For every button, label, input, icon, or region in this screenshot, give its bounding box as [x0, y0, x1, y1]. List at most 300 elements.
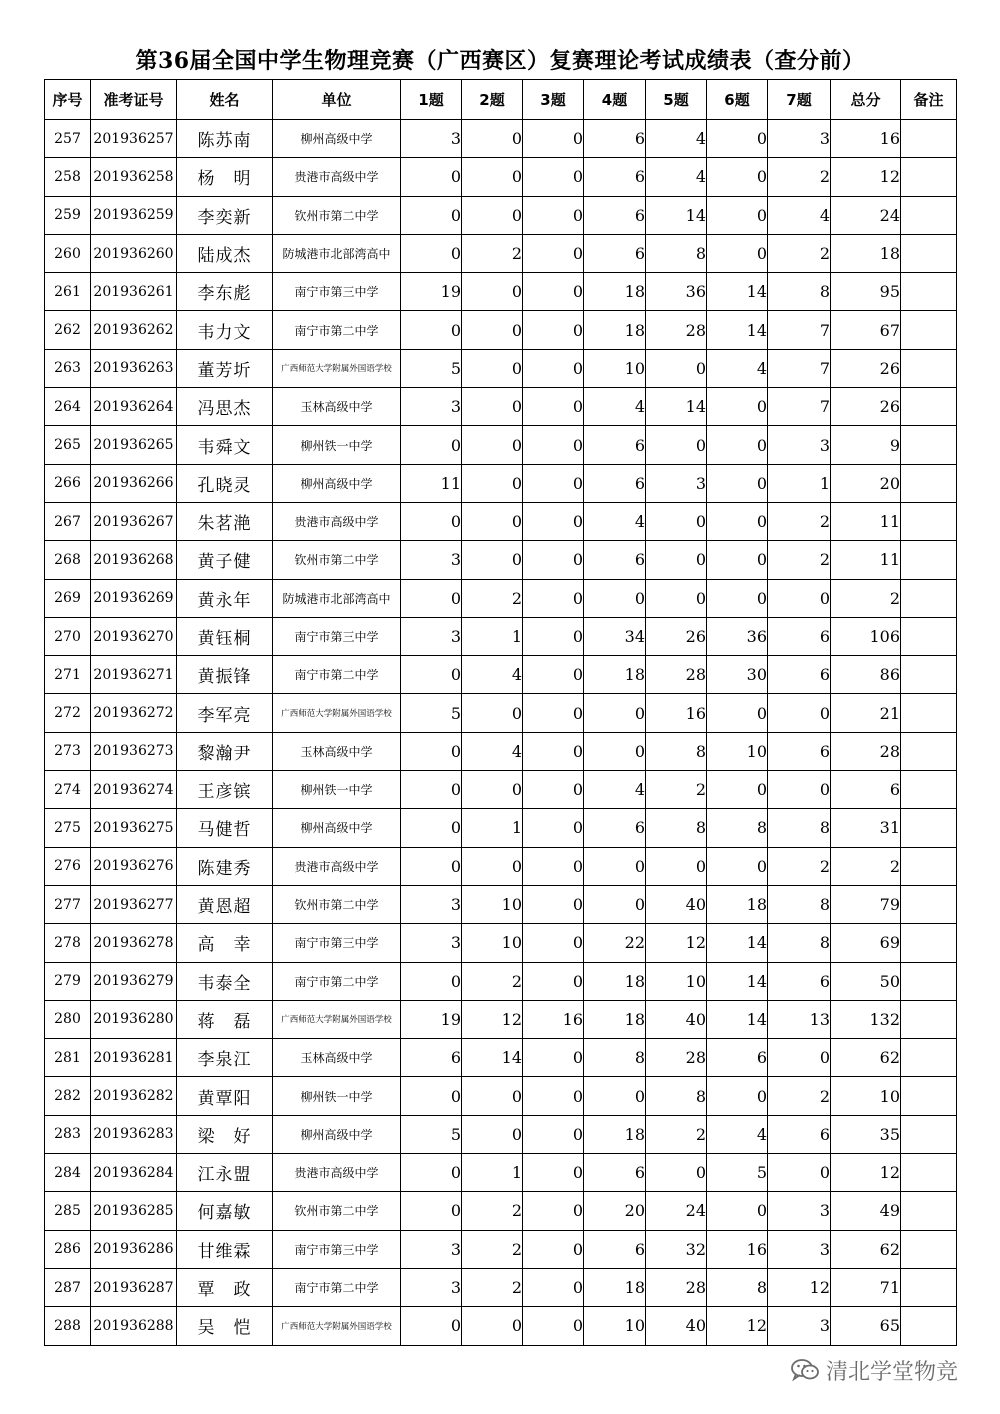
- table-row: [45, 311, 957, 349]
- table-row: [45, 694, 957, 732]
- cell-unit: 贵港市高级中学: [273, 1154, 401, 1192]
- cell-exam-id: 201936280: [91, 1000, 177, 1038]
- cell-seq: 262: [45, 311, 91, 349]
- cell-q1: 0: [401, 732, 462, 770]
- cell-exam-id: 201936264: [91, 388, 177, 426]
- page-title: 第36届全国中学生物理竞赛（广西赛区）复赛理论考试成绩表（查分前）: [135, 48, 865, 74]
- cell-q3: 0: [523, 924, 584, 962]
- cell-unit: 南宁市第三中学: [273, 273, 401, 311]
- cell-q4: 8: [584, 1039, 646, 1077]
- cell-q3: 0: [523, 656, 584, 694]
- cell-total: 2: [831, 847, 901, 885]
- table-row: [45, 1115, 957, 1153]
- cell-exam-id: 201936278: [91, 924, 177, 962]
- cell-q3: 0: [523, 579, 584, 617]
- cell-seq: 279: [45, 962, 91, 1000]
- cell-q5: 14: [646, 196, 707, 234]
- cell-q5: 0: [646, 847, 707, 885]
- cell-name: 黎瀚尹: [177, 732, 273, 770]
- cell-q4: 6: [584, 120, 646, 158]
- cell-q1: 0: [401, 1154, 462, 1192]
- cell-q2: 0: [462, 1115, 523, 1153]
- cell-q4: 4: [584, 771, 646, 809]
- table-row: [45, 1154, 957, 1192]
- cell-name: 韦力文: [177, 311, 273, 349]
- cell-q6: 14: [707, 924, 768, 962]
- cell-q1: 5: [401, 694, 462, 732]
- cell-unit: 钦州市第二中学: [273, 885, 401, 923]
- cell-q1: 0: [401, 502, 462, 540]
- cell-unit: 南宁市第三中学: [273, 617, 401, 655]
- cell-q1: 3: [401, 1268, 462, 1306]
- cell-seq: 268: [45, 541, 91, 579]
- cell-q6: 0: [707, 158, 768, 196]
- cell-q6: 0: [707, 464, 768, 502]
- cell-q3: 0: [523, 426, 584, 464]
- cell-q2: 0: [462, 349, 523, 387]
- table-row: [45, 1077, 957, 1115]
- cell-q4: 6: [584, 158, 646, 196]
- cell-exam-id: 201936270: [91, 617, 177, 655]
- cell-q3: 0: [523, 962, 584, 1000]
- cell-exam-id: 201936262: [91, 311, 177, 349]
- cell-seq: 270: [45, 617, 91, 655]
- cell-q6: 14: [707, 273, 768, 311]
- cell-total: 26: [831, 349, 901, 387]
- cell-q2: 1: [462, 809, 523, 847]
- header-q1: 1题: [401, 80, 462, 120]
- cell-total: 12: [831, 1154, 901, 1192]
- table-row: [45, 732, 957, 770]
- cell-name: 黄覃阳: [177, 1077, 273, 1115]
- cell-seq: 265: [45, 426, 91, 464]
- cell-total: 9: [831, 426, 901, 464]
- cell-note: [901, 617, 957, 655]
- cell-note: [901, 885, 957, 923]
- cell-q3: 0: [523, 388, 584, 426]
- cell-exam-id: 201936282: [91, 1077, 177, 1115]
- cell-unit: 钦州市第二中学: [273, 1192, 401, 1230]
- cell-q6: 36: [707, 617, 768, 655]
- cell-name: 陈苏南: [177, 120, 273, 158]
- cell-q6: 6: [707, 1039, 768, 1077]
- cell-exam-id: 201936272: [91, 694, 177, 732]
- wechat-icon: [790, 1357, 820, 1383]
- cell-total: 106: [831, 617, 901, 655]
- cell-q5: 4: [646, 120, 707, 158]
- cell-q4: 18: [584, 1115, 646, 1153]
- cell-unit: 贵港市高级中学: [273, 847, 401, 885]
- cell-seq: 288: [45, 1307, 91, 1345]
- cell-unit: 防城港市北部湾高中: [273, 234, 401, 272]
- cell-q4: 6: [584, 541, 646, 579]
- cell-q7: 2: [768, 1077, 831, 1115]
- cell-note: [901, 426, 957, 464]
- cell-q7: 2: [768, 158, 831, 196]
- cell-q3: 0: [523, 885, 584, 923]
- cell-note: [901, 579, 957, 617]
- cell-name: 陆成杰: [177, 234, 273, 272]
- cell-total: 31: [831, 809, 901, 847]
- cell-note: [901, 1268, 957, 1306]
- cell-seq: 258: [45, 158, 91, 196]
- cell-q7: 6: [768, 732, 831, 770]
- cell-q5: 32: [646, 1230, 707, 1268]
- cell-q3: 0: [523, 1154, 584, 1192]
- cell-exam-id: 201936288: [91, 1307, 177, 1345]
- cell-note: [901, 464, 957, 502]
- cell-name: 黄永年: [177, 579, 273, 617]
- cell-exam-id: 201936257: [91, 120, 177, 158]
- cell-q3: 16: [523, 1000, 584, 1038]
- cell-total: 24: [831, 196, 901, 234]
- cell-exam-id: 201936287: [91, 1268, 177, 1306]
- cell-q2: 0: [462, 464, 523, 502]
- cell-unit: 柳州铁一中学: [273, 426, 401, 464]
- cell-q2: 0: [462, 120, 523, 158]
- cell-q3: 0: [523, 311, 584, 349]
- cell-note: [901, 732, 957, 770]
- cell-total: 10: [831, 1077, 901, 1115]
- cell-q1: 0: [401, 158, 462, 196]
- cell-q5: 12: [646, 924, 707, 962]
- cell-q6: 30: [707, 656, 768, 694]
- cell-q5: 36: [646, 273, 707, 311]
- cell-q4: 18: [584, 273, 646, 311]
- cell-seq: 271: [45, 656, 91, 694]
- cell-exam-id: 201936281: [91, 1039, 177, 1077]
- cell-q2: 10: [462, 885, 523, 923]
- table-row: [45, 273, 957, 311]
- cell-seq: 285: [45, 1192, 91, 1230]
- cell-q1: 5: [401, 1115, 462, 1153]
- cell-q4: 0: [584, 694, 646, 732]
- score-table: [44, 79, 957, 1346]
- cell-q6: 0: [707, 388, 768, 426]
- cell-q4: 20: [584, 1192, 646, 1230]
- cell-q1: 0: [401, 234, 462, 272]
- cell-q7: 2: [768, 234, 831, 272]
- cell-exam-id: 201936263: [91, 349, 177, 387]
- cell-unit: 贵港市高级中学: [273, 158, 401, 196]
- cell-total: 2: [831, 579, 901, 617]
- cell-unit: 广西师范大学附属外国语学校: [273, 1000, 401, 1038]
- cell-seq: 257: [45, 120, 91, 158]
- cell-q2: 1: [462, 1154, 523, 1192]
- table-row: [45, 579, 957, 617]
- header-q4: 4题: [584, 80, 646, 120]
- cell-exam-id: 201936260: [91, 234, 177, 272]
- cell-seq: 284: [45, 1154, 91, 1192]
- cell-q6: 18: [707, 885, 768, 923]
- cell-unit: 贵港市高级中学: [273, 502, 401, 540]
- cell-q7: 7: [768, 388, 831, 426]
- cell-seq: 261: [45, 273, 91, 311]
- cell-q6: 0: [707, 1077, 768, 1115]
- table-row: [45, 656, 957, 694]
- cell-exam-id: 201936269: [91, 579, 177, 617]
- table-row: [45, 464, 957, 502]
- cell-seq: 276: [45, 847, 91, 885]
- cell-name: 王彦镔: [177, 771, 273, 809]
- cell-seq: 286: [45, 1230, 91, 1268]
- cell-seq: 266: [45, 464, 91, 502]
- cell-q5: 8: [646, 234, 707, 272]
- table-row: [45, 617, 957, 655]
- cell-q4: 6: [584, 196, 646, 234]
- cell-note: [901, 1077, 957, 1115]
- cell-note: [901, 349, 957, 387]
- table-row: [45, 120, 957, 158]
- cell-q3: 0: [523, 1115, 584, 1153]
- cell-q2: 0: [462, 1307, 523, 1345]
- cell-seq: 260: [45, 234, 91, 272]
- cell-q4: 4: [584, 388, 646, 426]
- cell-q6: 5: [707, 1154, 768, 1192]
- cell-q1: 3: [401, 617, 462, 655]
- cell-unit: 广西师范大学附属外国语学校: [273, 349, 401, 387]
- cell-seq: 264: [45, 388, 91, 426]
- cell-q7: 6: [768, 656, 831, 694]
- cell-unit: 广西师范大学附属外国语学校: [273, 694, 401, 732]
- cell-q7: 3: [768, 120, 831, 158]
- cell-note: [901, 1192, 957, 1230]
- cell-q6: 0: [707, 120, 768, 158]
- header-q7: 7题: [768, 80, 831, 120]
- cell-q7: 7: [768, 311, 831, 349]
- cell-q5: 0: [646, 541, 707, 579]
- table-row: [45, 1000, 957, 1038]
- cell-seq: 273: [45, 732, 91, 770]
- cell-unit: 柳州高级中学: [273, 809, 401, 847]
- cell-q1: 0: [401, 311, 462, 349]
- cell-q4: 6: [584, 464, 646, 502]
- cell-name: 冯思杰: [177, 388, 273, 426]
- table-row: [45, 924, 957, 962]
- cell-q7: 3: [768, 1230, 831, 1268]
- cell-q3: 0: [523, 771, 584, 809]
- cell-q5: 8: [646, 1077, 707, 1115]
- cell-exam-id: 201936277: [91, 885, 177, 923]
- cell-note: [901, 196, 957, 234]
- cell-q2: 0: [462, 158, 523, 196]
- cell-q3: 0: [523, 732, 584, 770]
- cell-q2: 4: [462, 732, 523, 770]
- cell-q5: 0: [646, 502, 707, 540]
- header-q2: 2题: [462, 80, 523, 120]
- cell-q4: 18: [584, 1268, 646, 1306]
- cell-q1: 0: [401, 1307, 462, 1345]
- cell-q7: 3: [768, 1192, 831, 1230]
- cell-q5: 28: [646, 656, 707, 694]
- cell-q1: 5: [401, 349, 462, 387]
- cell-note: [901, 541, 957, 579]
- cell-q7: 8: [768, 273, 831, 311]
- cell-unit: 南宁市第二中学: [273, 1268, 401, 1306]
- cell-exam-id: 201936268: [91, 541, 177, 579]
- cell-q6: 0: [707, 541, 768, 579]
- cell-exam-id: 201936267: [91, 502, 177, 540]
- cell-q5: 8: [646, 732, 707, 770]
- cell-name: 马健哲: [177, 809, 273, 847]
- cell-q4: 0: [584, 1077, 646, 1115]
- cell-q1: 0: [401, 847, 462, 885]
- cell-exam-id: 201936285: [91, 1192, 177, 1230]
- cell-unit: 南宁市第三中学: [273, 1230, 401, 1268]
- cell-q1: 0: [401, 656, 462, 694]
- cell-q3: 0: [523, 617, 584, 655]
- cell-q2: 0: [462, 694, 523, 732]
- cell-total: 71: [831, 1268, 901, 1306]
- cell-unit: 柳州铁一中学: [273, 1077, 401, 1115]
- cell-total: 11: [831, 502, 901, 540]
- cell-q4: 0: [584, 732, 646, 770]
- cell-q6: 0: [707, 502, 768, 540]
- cell-seq: 275: [45, 809, 91, 847]
- cell-q7: 0: [768, 1154, 831, 1192]
- cell-name: 董芳圻: [177, 349, 273, 387]
- cell-q5: 40: [646, 885, 707, 923]
- header-q3: 3题: [523, 80, 584, 120]
- cell-q7: 6: [768, 1115, 831, 1153]
- cell-seq: 272: [45, 694, 91, 732]
- cell-note: [901, 771, 957, 809]
- cell-exam-id: 201936259: [91, 196, 177, 234]
- header-unit: 单位: [273, 80, 401, 120]
- cell-q2: 0: [462, 273, 523, 311]
- cell-exam-id: 201936261: [91, 273, 177, 311]
- header-name: 姓名: [177, 80, 273, 120]
- cell-name: 陈建秀: [177, 847, 273, 885]
- cell-q6: 0: [707, 426, 768, 464]
- cell-q2: 0: [462, 1077, 523, 1115]
- cell-name: 韦舜文: [177, 426, 273, 464]
- cell-q2: 0: [462, 502, 523, 540]
- header-q5: 5题: [646, 80, 707, 120]
- cell-q4: 0: [584, 579, 646, 617]
- cell-name: 李泉江: [177, 1039, 273, 1077]
- table-row: [45, 426, 957, 464]
- cell-q1: 0: [401, 962, 462, 1000]
- cell-total: 65: [831, 1307, 901, 1345]
- cell-q1: 0: [401, 426, 462, 464]
- table-row: [45, 234, 957, 272]
- cell-q4: 18: [584, 962, 646, 1000]
- cell-seq: 277: [45, 885, 91, 923]
- cell-q6: 14: [707, 962, 768, 1000]
- cell-seq: 267: [45, 502, 91, 540]
- cell-note: [901, 1115, 957, 1153]
- cell-exam-id: 201936273: [91, 732, 177, 770]
- cell-q3: 0: [523, 1039, 584, 1077]
- cell-unit: 柳州铁一中学: [273, 771, 401, 809]
- cell-unit: 玉林高级中学: [273, 1039, 401, 1077]
- table-row: [45, 962, 957, 1000]
- cell-note: [901, 388, 957, 426]
- cell-q2: 2: [462, 1230, 523, 1268]
- cell-total: 50: [831, 962, 901, 1000]
- cell-unit: 广西师范大学附属外国语学校: [273, 1307, 401, 1345]
- cell-q4: 6: [584, 809, 646, 847]
- cell-q5: 40: [646, 1000, 707, 1038]
- table-row: [45, 809, 957, 847]
- cell-q4: 10: [584, 349, 646, 387]
- cell-q6: 8: [707, 809, 768, 847]
- cell-q7: 8: [768, 885, 831, 923]
- cell-exam-id: 201936258: [91, 158, 177, 196]
- cell-q3: 0: [523, 1192, 584, 1230]
- cell-q7: 13: [768, 1000, 831, 1038]
- cell-note: [901, 502, 957, 540]
- cell-name: 朱茗滟: [177, 502, 273, 540]
- cell-q1: 0: [401, 579, 462, 617]
- table-row: [45, 158, 957, 196]
- cell-q7: 6: [768, 962, 831, 1000]
- cell-seq: 278: [45, 924, 91, 962]
- cell-q4: 6: [584, 1230, 646, 1268]
- cell-q5: 4: [646, 158, 707, 196]
- table-row: [45, 1307, 957, 1345]
- cell-note: [901, 158, 957, 196]
- cell-exam-id: 201936276: [91, 847, 177, 885]
- cell-q3: 0: [523, 1077, 584, 1115]
- cell-q7: 8: [768, 924, 831, 962]
- cell-q5: 0: [646, 579, 707, 617]
- cell-exam-id: 201936284: [91, 1154, 177, 1192]
- cell-exam-id: 201936283: [91, 1115, 177, 1153]
- cell-q5: 28: [646, 311, 707, 349]
- cell-note: [901, 656, 957, 694]
- cell-q4: 6: [584, 234, 646, 272]
- cell-unit: 柳州高级中学: [273, 464, 401, 502]
- cell-q1: 3: [401, 541, 462, 579]
- cell-q1: 0: [401, 1192, 462, 1230]
- cell-q6: 0: [707, 234, 768, 272]
- cell-q2: 2: [462, 1268, 523, 1306]
- cell-q1: 3: [401, 924, 462, 962]
- cell-q3: 0: [523, 464, 584, 502]
- cell-q6: 0: [707, 847, 768, 885]
- cell-exam-id: 201936275: [91, 809, 177, 847]
- cell-q1: 6: [401, 1039, 462, 1077]
- table-row: [45, 541, 957, 579]
- cell-name: 韦泰全: [177, 962, 273, 1000]
- cell-total: 6: [831, 771, 901, 809]
- cell-q2: 0: [462, 311, 523, 349]
- cell-unit: 南宁市第三中学: [273, 924, 401, 962]
- cell-q4: 6: [584, 426, 646, 464]
- cell-q7: 4: [768, 196, 831, 234]
- cell-total: 79: [831, 885, 901, 923]
- cell-q6: 10: [707, 732, 768, 770]
- cell-q5: 2: [646, 1115, 707, 1153]
- cell-note: [901, 120, 957, 158]
- header-row: [45, 80, 957, 120]
- cell-total: 21: [831, 694, 901, 732]
- table-row: [45, 388, 957, 426]
- cell-q2: 0: [462, 196, 523, 234]
- cell-q3: 0: [523, 847, 584, 885]
- cell-name: 覃 政: [177, 1268, 273, 1306]
- cell-q1: 3: [401, 1230, 462, 1268]
- cell-q5: 16: [646, 694, 707, 732]
- cell-q2: 2: [462, 962, 523, 1000]
- cell-q6: 14: [707, 1000, 768, 1038]
- cell-total: 28: [831, 732, 901, 770]
- header-q6: 6题: [707, 80, 768, 120]
- cell-q7: 0: [768, 771, 831, 809]
- table-row: [45, 771, 957, 809]
